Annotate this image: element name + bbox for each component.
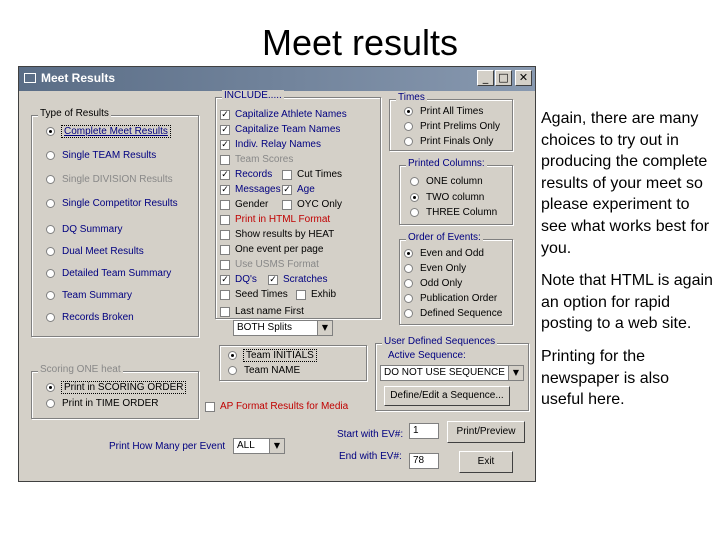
maximize-button[interactable]: □ — [495, 70, 512, 86]
chevron-down-icon[interactable]: ▼ — [317, 321, 332, 335]
radio-time-order[interactable]: Print in TIME ORDER — [46, 398, 159, 409]
chk-scratches[interactable]: ✓ Scratches — [269, 274, 328, 285]
end-ev-label: End with EV#: — [339, 451, 402, 462]
chk-exhib[interactable]: Exhib — [296, 289, 336, 300]
chk-dqs[interactable]: ✓ DQ's — [221, 274, 257, 285]
scoring-one-heat-label: Scoring ONE heat — [40, 364, 121, 375]
chevron-down-icon[interactable]: ▼ — [508, 366, 523, 380]
radio-scoring-order[interactable]: Print in SCORING ORDER — [46, 382, 185, 393]
user-defined-sequences-group — [375, 336, 529, 411]
user-defined-sequences-label: User Defined Sequences — [384, 336, 496, 347]
notes-paragraph-2: Note that HTML is again an option for rapid posting to a web site. — [541, 272, 713, 333]
notes-paragraph-3: Printing for the newspaper is also useful here. — [541, 347, 670, 409]
chk-age[interactable]: ✓ Age — [283, 184, 315, 195]
chevron-down-icon[interactable]: ▼ — [269, 439, 284, 453]
chk-last-name-first[interactable]: Last name First — [220, 306, 304, 317]
radio-team-initials[interactable]: Team INITIALS — [228, 350, 316, 361]
team-name-group — [219, 345, 367, 381]
radio-even-and-odd[interactable]: Even and Odd — [404, 248, 484, 259]
start-ev-input[interactable]: 1 — [409, 423, 439, 439]
chk-capitalize-athlete-names[interactable]: ✓ Capitalize Athlete Names — [221, 109, 347, 120]
radio-team-name[interactable]: Team NAME — [228, 365, 300, 376]
active-sequence-select[interactable] — [380, 365, 524, 381]
radio-records-broken[interactable]: Records Broken — [46, 312, 134, 323]
window-titlebar[interactable] — [19, 67, 535, 91]
radio-single-competitor-results[interactable]: Single Competitor Results — [46, 198, 178, 209]
chk-print-html-format[interactable]: Print in HTML Format — [220, 214, 330, 225]
chk-one-event-per-page[interactable]: One event per page — [220, 244, 323, 255]
order-of-events-label: Order of Events: — [408, 232, 481, 243]
radio-odd-only[interactable]: Odd Only — [404, 278, 462, 289]
radio-dq-summary[interactable]: DQ Summary — [46, 224, 123, 235]
notes-paragraph-1: Again, there are many choices to try out in producing the complete results of your meet so please experiment to see what works best for you. — [541, 110, 710, 257]
print-how-many-select[interactable] — [233, 438, 285, 454]
active-sequence-value: DO NOT USE SEQUENCE — [384, 367, 505, 378]
radio-publication-order[interactable]: Publication Order — [404, 293, 497, 304]
print-how-many-value: ALL — [237, 440, 255, 451]
chk-cut-times[interactable]: Cut Times — [282, 169, 342, 180]
start-ev-label: Start with EV#: — [337, 429, 404, 440]
printed-columns-label: Printed Columns: — [408, 158, 485, 169]
include-group — [215, 90, 381, 319]
radio-defined-sequence[interactable]: Defined Sequence — [404, 308, 502, 319]
radio-team-summary[interactable]: Team Summary — [46, 290, 132, 301]
radio-single-team-results[interactable]: Single TEAM Results — [46, 150, 156, 161]
radio-dual-meet-results[interactable]: Dual Meet Results — [46, 246, 144, 257]
radio-print-all-times[interactable]: Print All Times — [404, 106, 483, 117]
splits-select-value: BOTH Splits — [237, 322, 293, 333]
radio-even-only[interactable]: Even Only — [404, 263, 466, 274]
radio-print-finals-only[interactable]: Print Finals Only — [404, 136, 493, 147]
splits-select[interactable] — [233, 320, 333, 336]
order-of-events-group — [399, 232, 513, 325]
exit-button[interactable]: Exit — [459, 451, 513, 473]
radio-complete-meet-results[interactable]: Complete Meet Results — [46, 126, 170, 137]
chk-capitalize-team-names[interactable]: ✓ Capitalize Team Names — [221, 124, 341, 135]
chk-messages[interactable]: ✓ Messages — [221, 184, 281, 195]
end-ev-input[interactable]: 78 — [409, 453, 439, 469]
chk-use-usms-format[interactable]: Use USMS Format — [220, 259, 319, 270]
chk-indiv-relay-names[interactable]: ✓ Indiv. Relay Names — [221, 139, 321, 150]
include-label: INCLUDE..... — [224, 90, 282, 101]
radio-detailed-team-summary[interactable]: Detailed Team Summary — [46, 268, 171, 279]
chk-records[interactable]: ✓ Records — [221, 169, 273, 180]
type-of-results-label: Type of Results — [40, 108, 109, 119]
slide-title: Meet results — [261, 22, 459, 63]
active-sequence-label: Active Sequence: — [388, 350, 466, 361]
type-of-results-group — [31, 108, 199, 337]
times-group — [389, 92, 513, 151]
radio-single-division-results[interactable]: Single DIVISION Results — [46, 174, 173, 185]
chk-seed-times[interactable]: Seed Times — [220, 289, 288, 300]
window-app-icon — [24, 73, 36, 83]
minimize-button[interactable]: _ — [477, 70, 494, 86]
printed-columns-group — [399, 158, 513, 225]
radio-one-column[interactable]: ONE column — [410, 176, 483, 187]
close-button[interactable]: ✕ — [515, 70, 532, 86]
scoring-one-heat-group — [31, 364, 199, 419]
print-how-many-label: Print How Many per Event — [109, 441, 226, 452]
radio-print-prelims-only[interactable]: Print Prelims Only — [404, 121, 500, 132]
meet-results-window — [18, 66, 536, 482]
chk-team-scores[interactable]: Team Scores — [220, 154, 293, 165]
print-preview-button[interactable]: Print/Preview — [447, 421, 525, 443]
radio-two-column[interactable]: TWO column — [410, 192, 484, 203]
times-label: Times — [398, 92, 425, 103]
chk-oyc-only[interactable]: OYC Only — [282, 199, 342, 210]
window-title: Meet Results — [41, 71, 116, 85]
slide-notes — [541, 108, 716, 422]
chk-show-results-by-heat[interactable]: Show results by HEAT — [220, 229, 334, 240]
define-edit-sequence-button[interactable]: Define/Edit a Sequence... — [384, 386, 510, 406]
radio-three-column[interactable]: THREE Column — [410, 207, 497, 218]
chk-ap-format[interactable]: AP Format Results for Media — [205, 401, 348, 412]
chk-gender[interactable]: Gender — [220, 199, 268, 210]
